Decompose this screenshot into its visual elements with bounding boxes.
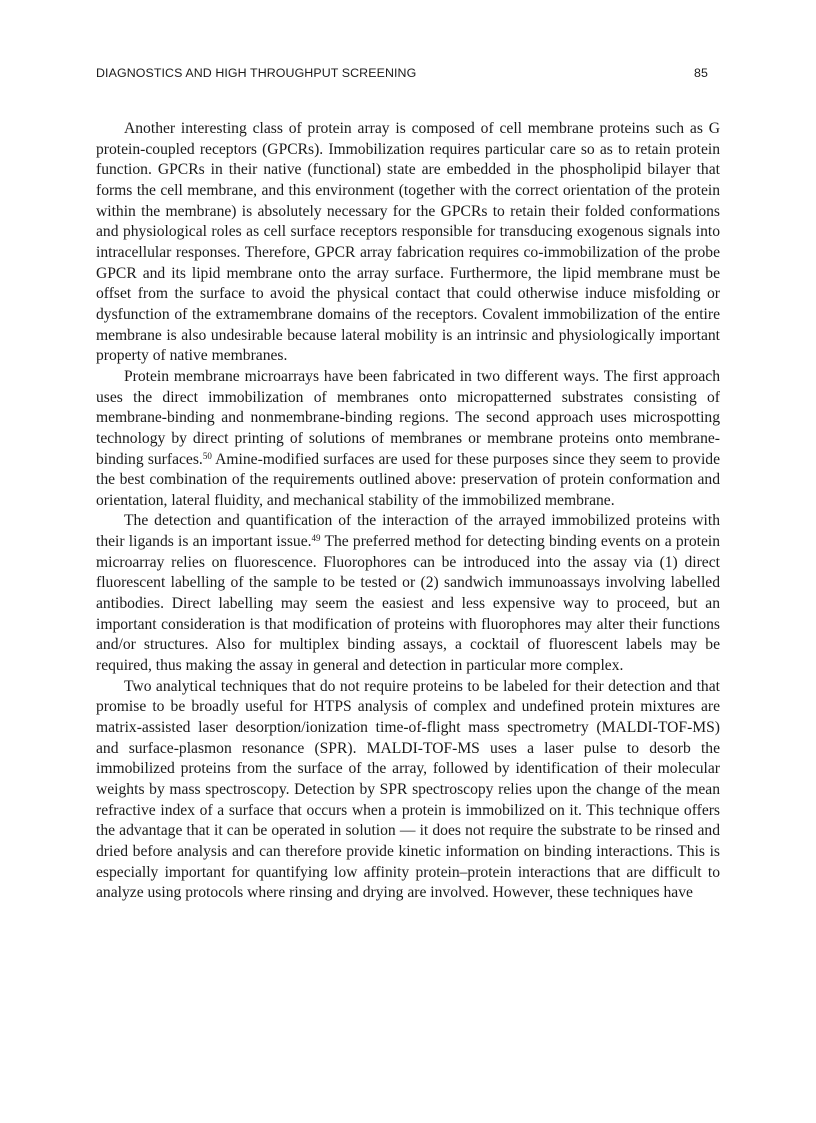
paragraph-text: The detection and quantification of the interaction of the arrayed immobilized proteins with their ligands is an important issue. (96, 512, 720, 551)
page-number: 85 (694, 66, 708, 80)
paragraph-membrane-microarrays (96, 367, 720, 512)
paragraph-detection (96, 511, 720, 676)
paragraph-text: The preferred method for detecting binding events on a protein microarray relies on fluorescence. Fluorophores can be introduced into the assay via (1) direct fluorescent labelling of the sample to be tested or (2) sandwich immunoassays involving labelled antibodies. Direct labelling may seem the easiest and less expensive way to proceed, but an important consideration is that modification of proteins with fluorophores may alter their functions and/or structures. Also for multiplex binding assays, a cocktail of fluorescent labels may be required, thus making the assay in general and detection in particular more complex. (96, 533, 720, 675)
paragraph-text: Protein membrane microarrays have been fabricated in two different ways. The first approach uses the direct immobilization of membranes onto micropatterned substrates consisting of membrane-binding and nonmembrane-binding regions. The second approach uses microspotting technology by direct printing of solutions of membranes or membrane proteins onto membrane-binding surfaces. (96, 367, 720, 468)
reference-superscript: 49 (311, 533, 321, 544)
paragraph-label-free-techniques: Two analytical techniques that do not require proteins to be labeled for their detection and that promise to be broadly useful for HTPS analysis of complex and undefined protein mixtures are matrix-assisted laser desorption/ionization time-of-flight mass spectrometry (MALDI-TOF-MS) and surface-plasmon resonance (SPR). MALDI-TOF-MS uses a laser pulse to desorb the immobilized proteins from the surface of the array, followed by identification of their molecular weights by mass spectroscopy. Detection by SPR spectroscopy relies upon the change of the mean refractive index of a surface that occurs when a protein is immobilized on it. This technique offers the advantage that it can be operated in solution — it does not require the substrate to be rinsed and dried before analysis and can therefore provide kinetic information on binding interactions. This is especially important for quantifying low affinity protein–protein interactions that are difficult to analyze using protocols where rinsing and drying are involved. However, these techniques have (96, 677, 720, 902)
running-title: DIAGNOSTICS AND HIGH THROUGHPUT SCREENING (96, 66, 417, 80)
paragraph-gpcr-arrays: Another interesting class of protein array is composed of cell membrane proteins such as G protein-coupled receptors (GPCRs). Immobilization requires particular care so as to retain protein function. GPCRs in their native (functional) state are embedded in the phospholipid bilayer that forms the cell membrane, and this environment (together with the correct orientation of the protein within the membrane) is absolutely necessary for the GPCRs to retain their folded conformations and physiological roles as cell surface receptors responsible for transducing exogenous signals into intracellular responses. Therefore, GPCR array fabrication requires co-immobilization of the probe GPCR and its lipid membrane onto the array surface. Furthermore, the lipid membrane must be offset from the surface to avoid the physical contact that could otherwise induce misfolding or dysfunction of the extramembrane domains of the receptors. Covalent immobilization of the entire membrane is also undesirable because lateral mobility is an intrinsic and physiologically important property of native membranes. (96, 120, 720, 365)
running-header (96, 66, 720, 82)
reference-superscript: 50 (202, 450, 212, 461)
body-text (96, 119, 720, 904)
paragraph-text: Amine-modified surfaces are used for these purposes since they seem to provide the best combination of the requirements outlined above: preservation of protein conformation and orientation, lateral fluidity, and mechanical stability of the immobilized membrane. (96, 450, 720, 509)
